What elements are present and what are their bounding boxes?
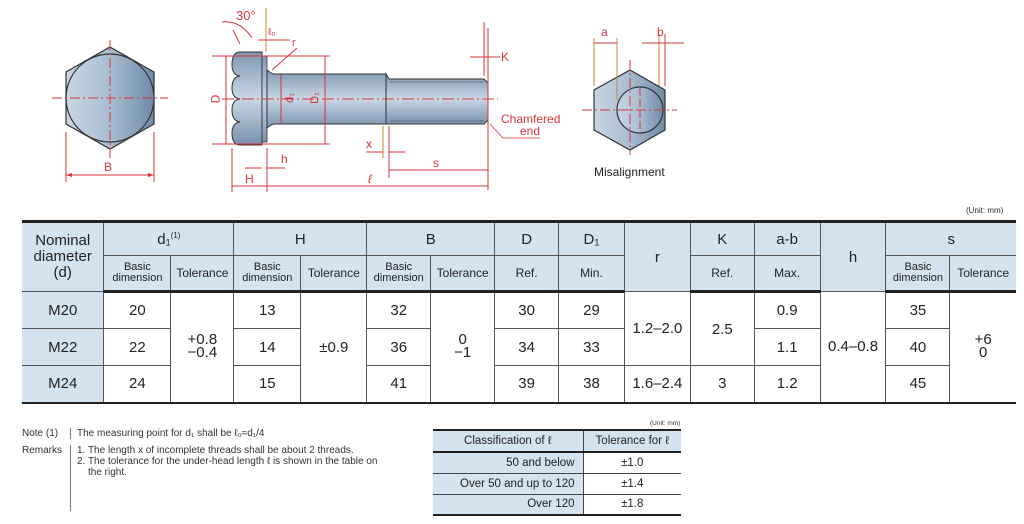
chamfered-end-label-line1: Chamfered (501, 112, 561, 126)
cell-ab: 1.2 (754, 366, 820, 403)
cell-s-tolerance (950, 292, 1016, 403)
remarks-body (70, 445, 430, 511)
header-d1 (104, 222, 234, 256)
header-s-tolerance: Tolerance (950, 256, 1016, 292)
remark-2-cont: the right. (88, 467, 127, 478)
cell-B-tolerance (431, 292, 495, 403)
dim-label-s: s (433, 156, 439, 170)
header-nominal-line3: (d) (53, 264, 72, 281)
basic-line1: Basic (253, 261, 281, 273)
cell-D1: 29 (559, 292, 625, 329)
cell-nominal: M20 (22, 292, 104, 329)
d1-tol-upper: +0.8 (187, 331, 218, 349)
cell-classification: Over 120 (433, 494, 583, 515)
basic-line1: Basic (123, 261, 151, 273)
header-H: H (234, 222, 367, 256)
remark-2: 2. The tolerance for the under-head length ℓ is shown in the table on (77, 456, 378, 467)
basic-line1: Basic (904, 261, 932, 273)
s-tol-upper: +6 (974, 331, 992, 349)
cell-tolerance: ±1.4 (583, 473, 681, 494)
header-B-basic (367, 256, 431, 292)
cell-H-basic: 15 (234, 366, 301, 403)
B-tol-lower: −1 (454, 344, 472, 362)
table-row-m20 (22, 292, 1016, 329)
cell-r-m24: 1.6–2.4 (624, 366, 690, 403)
cell-d1-tolerance (171, 292, 234, 403)
s-tol-lower: 0 (979, 344, 988, 362)
basic-line2: dimension (373, 272, 424, 284)
bolt-side-view (212, 8, 540, 192)
header-r: r (624, 222, 690, 292)
cell-d1-basic: 22 (104, 329, 171, 366)
cell-H-basic: 13 (234, 292, 301, 329)
cell-d1-basic: 20 (104, 292, 171, 329)
cell-K-m20-m22: 2.5 (690, 292, 754, 366)
basic-line1: Basic (385, 261, 413, 273)
d1-tol-lower: −0.4 (187, 344, 218, 362)
header-tolerance-for-l: Tolerance for ℓ (583, 430, 681, 452)
bolt-dimensions-table (22, 220, 1016, 404)
header-d1-label: d₁ (157, 230, 171, 248)
tolerance-table-unit: (Unit: mm) (650, 420, 681, 427)
basic-line2: dimension (892, 272, 944, 284)
tol-row (433, 473, 681, 494)
header-H-basic (234, 256, 301, 292)
misalignment-caption: Misalignment (594, 165, 665, 179)
dim-label-H: H (245, 172, 254, 186)
header-H-tolerance: Tolerance (301, 256, 367, 292)
header-nominal-line2: diameter (33, 248, 92, 265)
note-1 (22, 428, 430, 439)
header-D1: D₁ (559, 222, 625, 256)
cell-r-m20-m22: 1.2–2.0 (624, 292, 690, 366)
length-tolerance-table (433, 429, 681, 516)
cell-ab: 0.9 (754, 292, 820, 329)
header-h: h (820, 222, 886, 292)
main-table-unit: (Unit: mm) (966, 206, 1004, 215)
cell-H-tolerance: ±0.9 (301, 292, 367, 403)
cell-B-basic: 32 (367, 292, 431, 329)
dim-label-D: D (208, 94, 223, 104)
header-D-ref: Ref. (495, 256, 559, 292)
cell-s-basic: 40 (886, 329, 950, 366)
bolt-technical-drawing (0, 0, 1024, 200)
basic-line2: dimension (112, 272, 163, 284)
remarks-label: Remarks (22, 445, 63, 456)
dim-label-b: b (657, 25, 664, 39)
cell-D: 39 (495, 366, 559, 403)
header-ab: a-b (754, 222, 820, 256)
chamfered-end-label-line2: end (520, 124, 541, 138)
header-B-tolerance: Tolerance (431, 256, 495, 292)
cell-K-m24: 3 (690, 366, 754, 403)
dim-label-d1: d₁ (283, 93, 296, 103)
cell-B-basic: 41 (367, 366, 431, 403)
cell-D: 34 (495, 329, 559, 366)
B-tol-upper: 0 (458, 331, 467, 349)
cell-D1: 33 (559, 329, 625, 366)
basic-line2: dimension (242, 272, 293, 284)
cell-D1: 38 (559, 366, 625, 403)
header-nominal-diameter (22, 222, 104, 292)
cell-s-basic: 45 (886, 366, 950, 403)
note-text: The measuring point for d₁ shall be ℓ₀≈d₁/4 (70, 428, 265, 439)
cell-classification: Over 50 and up to 120 (433, 473, 583, 494)
dim-label-r: r (292, 37, 296, 49)
misalignment-view (582, 34, 684, 155)
header-d1-basic (104, 256, 171, 292)
dim-label-h: h (281, 152, 288, 166)
tol-row (433, 494, 681, 515)
cell-B-basic: 36 (367, 329, 431, 366)
note-label: Note (1) (22, 428, 59, 439)
dim-label-l0: ℓ₀ (268, 27, 276, 38)
header-B: B (367, 222, 495, 256)
notes-section (22, 428, 430, 511)
dim-label-a: a (601, 25, 608, 39)
cell-tolerance: ±1.8 (583, 494, 681, 515)
header-ab-max: Max. (754, 256, 820, 292)
cell-tolerance: ±1.0 (583, 452, 681, 473)
header-row-1 (22, 222, 1016, 256)
header-d1-note: (1) (170, 230, 181, 240)
cell-classification: 50 and below (433, 452, 583, 473)
cell-D: 30 (495, 292, 559, 329)
header-D: D (495, 222, 559, 256)
header-D1-min: Min. (559, 256, 625, 292)
tol-row (433, 452, 681, 473)
header-s-basic (886, 256, 950, 292)
dim-label-B: B (104, 160, 113, 174)
cell-nominal: M24 (22, 366, 104, 403)
remark-1: 1. The length x of incomplete threads shall be about 2 threads. (77, 445, 354, 456)
header-K: K (690, 222, 754, 256)
cell-s-basic: 35 (886, 292, 950, 329)
dim-label-D1: D₁ (308, 92, 321, 104)
header-d1-tolerance: Tolerance (171, 256, 234, 292)
header-s: s (886, 222, 1016, 256)
tol-header-row (433, 430, 681, 452)
cell-H-basic: 14 (234, 329, 301, 366)
header-nominal-line1: Nominal (35, 232, 91, 249)
header-classification: Classification of ℓ (433, 430, 583, 452)
cell-nominal: M22 (22, 329, 104, 366)
cell-h: 0.4–0.8 (820, 292, 886, 403)
remarks (22, 445, 430, 511)
cell-ab: 1.1 (754, 329, 820, 366)
cell-d1-basic: 24 (104, 366, 171, 403)
dim-label-angle: 30° (236, 8, 256, 23)
drawing-svg (0, 0, 1024, 200)
dim-label-l: ℓ (368, 172, 372, 186)
header-K-ref: Ref. (690, 256, 754, 292)
dim-label-K: K (501, 50, 510, 64)
dim-label-x: x (366, 137, 372, 151)
